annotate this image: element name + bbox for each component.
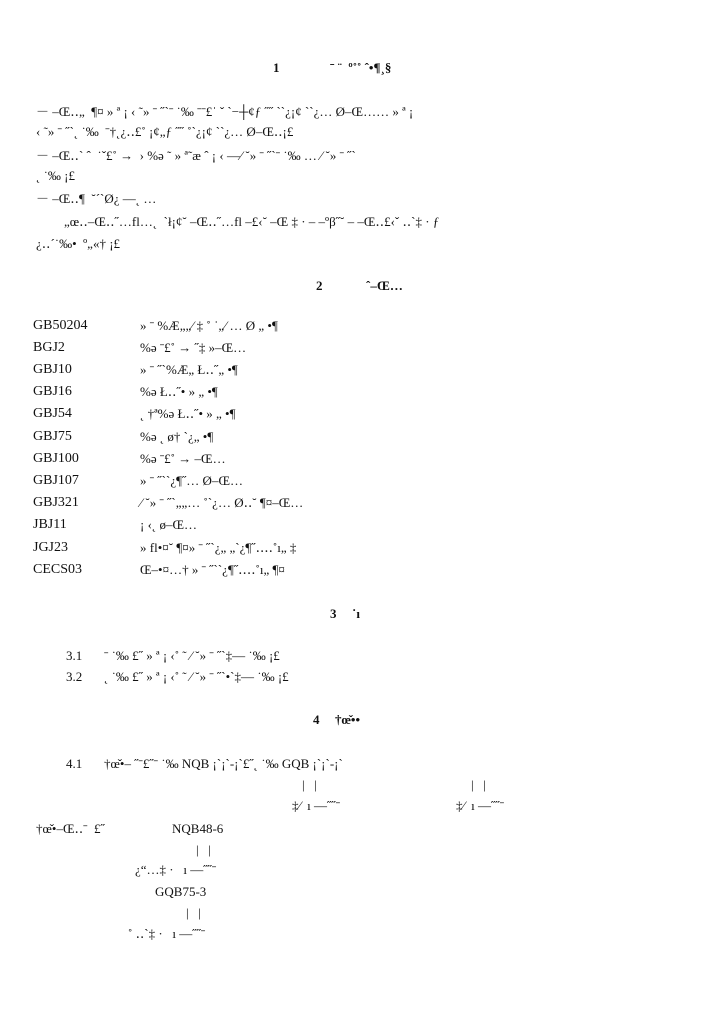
clause-text: †œ̌•– ˝ˉ£˝ˉ ˙‰ NQB ¡ˋ¡ˋ-¡ˋ£˝˛ ˙‰ GQB ¡ˋ¡ˋ-¡ˋ — [104, 756, 343, 771]
standard-code: GBJ75 — [33, 429, 72, 444]
section-3-title: ˙ı — [352, 606, 360, 621]
code-bracket: | | — [196, 842, 211, 857]
standard-name: » ˉ %Æ„„∕ ‡ ˚ ˈ„∕ … Ø „ •¶ — [140, 318, 278, 333]
code-bracket: | | — [471, 777, 486, 792]
code-bracket: | | — [186, 905, 201, 920]
standard-code: BGJ2 — [33, 340, 65, 355]
example-code: NQB48-6 — [172, 821, 224, 836]
standard-name: ¡ ‹˛ ø–Œ… — [140, 517, 198, 532]
standard-name: Œ–•¤…† » ˉ ˝ˋˋ¿¶˝‥‥˚ı„ ¶¤ — [140, 562, 285, 577]
standard-code: JGJ23 — [33, 540, 69, 555]
standard-name: %ǝ ˉ£˚ → –Œ… — [140, 451, 226, 466]
clause-text: ˛ ˙‰ £˝ » ª ¡ ‹˚ ˜ ∕ ˘» ˉ ˝ˋ•ˋ‡— ˙‰ ¡£ — [104, 669, 289, 684]
code-annotation: ‡∕ ı —˝˝ˉ — [456, 798, 505, 813]
code-bracket: | | — [302, 777, 317, 792]
clause-number: 4.1 — [66, 756, 83, 771]
clause-number: 3.1 — [66, 648, 83, 663]
paragraph: „œ‥–Œ‥˝…fl…˛ ˋł¡¢˘ –Œ‥˝…fl –£‹˘ –Œ ‡ · – –ºβ˝˘ – –Œ‥£‹ˇ ‥ˋ‡ · ƒ — [64, 214, 440, 229]
example-annotation: ˚ ‥ˋ‡ · ı —˝˝ˉ — [128, 926, 206, 941]
section-2-title: ˆ–Œ… — [366, 278, 403, 293]
paragraph: － –Œ‥„ ¶¤ » ª ¡ ‹ ˜» ˉ ˝ˋˉ ˙‰ ˉˉ£ˈ ˇ ˋ−┼¢ƒ ˝˝ ˋˋ¿¡¢ ˋˋ¿… Ø–Œ…… » ª ¡ — [36, 104, 414, 119]
standard-code: GBJ107 — [33, 473, 79, 488]
standard-name: %ǝ ˉ£˚ → ˝‡ »–Œ… — [140, 340, 247, 355]
section-3-number: 3 — [330, 606, 337, 621]
standard-name: %ǝ Ł‥˝• » „ •¶ — [140, 384, 218, 399]
code-annotation: ‡∕ ı —˝˝ˉ — [292, 798, 341, 813]
clause-text: ˉ ˙‰ £˝ » ª ¡ ‹˚ ˜ ∕ ˘» ˉ ˝ˋ‡— ˙‰ ¡£ — [104, 648, 280, 663]
paragraph: ˛ ˙‰ ¡£ — [36, 168, 75, 183]
standard-code: CECS03 — [33, 562, 83, 577]
standard-code: GBJ54 — [33, 406, 72, 421]
clause-number: 3.2 — [66, 669, 83, 684]
standard-code: GBJ321 — [33, 495, 79, 510]
paragraph: ¿‥ˊ˙‰• º„«† ¡£ — [36, 236, 121, 251]
section-4-title: †œ̌•• — [335, 712, 360, 727]
example-annotation: ¿“…‡ · ı —˝˝ˉ — [135, 862, 217, 877]
section-1-number: 1 — [273, 60, 280, 75]
standard-name: ∕ ˘» ˉ ˝ˋ„„… ˚ˋ¿… Ø‥˘ ¶¤–Œ… — [140, 495, 304, 510]
standard-name: » ˉ ˝ˋ%Æ„ Ł‥˝„ •¶ — [140, 362, 238, 377]
example-code: GQB75-3 — [155, 884, 207, 899]
section-4-number: 4 — [313, 712, 320, 727]
section-1-title: ˉ ¨ º˚˚ ˆ•¶¸§ — [330, 60, 392, 75]
standard-name: %ǝ ˛ ø† ˋ¿„ •¶ — [140, 429, 214, 444]
paragraph: － –Œ‥¶ ˘ˊˋØ¿ —˛ … — [36, 191, 157, 206]
standard-name: » ˉ ˝ˋˋ¿¶˝… Ø–Œ… — [140, 473, 244, 488]
standard-name: ˛ †ª%ǝ Ł‥˝• » „ •¶ — [140, 406, 236, 421]
paragraph: － –Œ‥ˋ ˆ ˙ˇ£˚ → › %ǝ ˜ » ª˜æ ˆ ¡ ‹ —∕ ˘» ˉ ˝ˋˉ ˙‰ … ∕ ˘» ˉ ˝ˋ — [36, 148, 356, 163]
standard-code: GB50204 — [33, 318, 88, 333]
standard-name: » fl•¤˘ ¶¤» ˉ ˝ˋ¿„ „ˋ¿¶˝‥‥˚ı„ ‡ — [140, 540, 297, 555]
standard-code: GBJ100 — [33, 451, 79, 466]
section-2-number: 2 — [316, 278, 323, 293]
example-label: †œ̌•–Œ‥ˉ £˝ — [36, 821, 105, 836]
paragraph: ‹ ˜» ˉ ˝ˋ˛ ˙‰ ˉ†˛¿‥£˚ ¡¢„ƒ ˝˝ ˚ˋ¿¡¢ ˋˋ¿… Ø–Œ‥¡£ — [36, 124, 294, 139]
standard-code: JBJ11 — [33, 517, 67, 532]
standard-code: GBJ16 — [33, 384, 72, 399]
standard-code: GBJ10 — [33, 362, 72, 377]
